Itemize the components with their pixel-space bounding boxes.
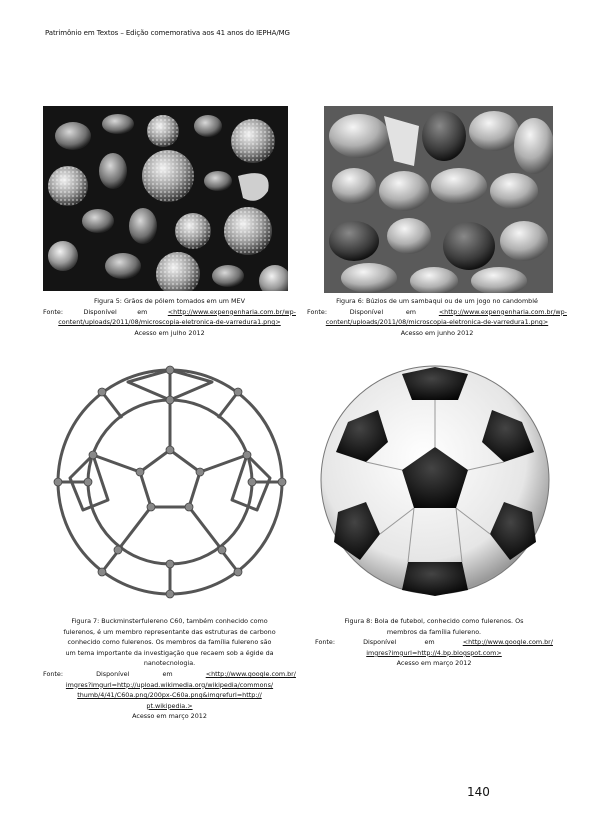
figure-5-pollen-image — [43, 106, 288, 291]
figure-7-caption — [43, 616, 296, 722]
figure-7-caption-line: fulerenos, é um membro representante das estruturas de carbono — [63, 627, 276, 636]
figure-7-caption-line: conhecido como fulerenos. Os membros da família fulereno são — [67, 638, 272, 647]
figure-8-access-date: Acesso em março 2012 — [396, 659, 472, 668]
figure-5-access-date: Acesso em julho 2012 — [134, 328, 205, 337]
figure-8-source-line: Fonte: Disponível em <http://www.google.com.br/ — [315, 638, 553, 647]
figure-6-source-link-cont[interactable]: content/uploads/2011/08/microscopia-eletronica-de-varredura1.png> — [325, 318, 549, 327]
figure-8-caption-line: membros da família fulereno. — [386, 627, 482, 636]
figure-5-caption — [43, 296, 296, 338]
figure-7-source-link-cont[interactable]: thumb/4/41/C60a.png/200px-C60a.png&imgrefurl=http:// — [77, 691, 262, 700]
figure-8-caption-line: Figura 8: Bola de futebol, conhecido como fulerenos. Os — [344, 617, 524, 625]
figure-7-caption-line: Figura 7: Buckminsterfulereno C60, também conhecido como — [71, 617, 268, 625]
figure-8-soccer-ball-image — [318, 362, 552, 598]
running-header: Patrimônio em Textos – Edição comemorativa aos 41 anos do IEPHA/MG — [45, 29, 290, 37]
figure-6-source-link[interactable]: <http://www.expengenharia.com.br/wp- — [438, 307, 567, 316]
figure-7-caption-line: um tema importante da investigação que recaem sob a égide da — [65, 648, 274, 657]
figure-7-source-link-cont[interactable]: imgres?imgurl=http://upload.wikimedia.org/wikipedia/commons/ — [65, 680, 274, 689]
figure-6-seashells-image — [324, 106, 553, 293]
figure-8-source-link[interactable]: <http://www.google.com.br/ — [462, 638, 553, 647]
figure-7-fullerene-image — [42, 360, 298, 605]
figure-5-source-line: Fonte: Disponível em <http://www.expengenharia.com.br/wp- — [43, 307, 296, 316]
figure-7-source-link-cont[interactable]: pt.wikipedia.> — [146, 701, 193, 710]
figure-5-title: Figura 5: Grãos de pólem tomados em um MEV — [94, 297, 245, 305]
figure-6-access-date: Acesso em junho 2012 — [400, 328, 474, 337]
figure-5-source-link[interactable]: <http://www.expengenharia.com.br/wp- — [167, 307, 296, 316]
figure-8-caption — [315, 616, 553, 669]
figure-6-source-line: Fonte: Disponível em <http://www.expengenharia.com.br/wp- — [307, 307, 567, 316]
figure-7-access-date: Acesso em março 2012 — [132, 712, 207, 721]
figure-5-source-link-cont[interactable]: content/uploads/2011/08/microscopia-eletronica-de-varredura1.png> — [58, 318, 281, 327]
page-number: 140 — [467, 785, 490, 799]
figure-7-source-line: Fonte: Disponível em <http://www.google.com.br/ — [43, 669, 296, 678]
figure-8-source-link-cont[interactable]: imgres?imgurl=http://4.bp.blogspot.com> — [366, 648, 502, 657]
figure-7-source-link[interactable]: <http://www.google.com.br/ — [205, 669, 296, 678]
figure-6-caption — [307, 296, 567, 338]
figure-6-title: Figura 6: Búzios de um sambaqui ou de um jogo no candomblé — [336, 297, 538, 305]
figure-7-caption-line: nanotecnologia. — [143, 659, 196, 668]
